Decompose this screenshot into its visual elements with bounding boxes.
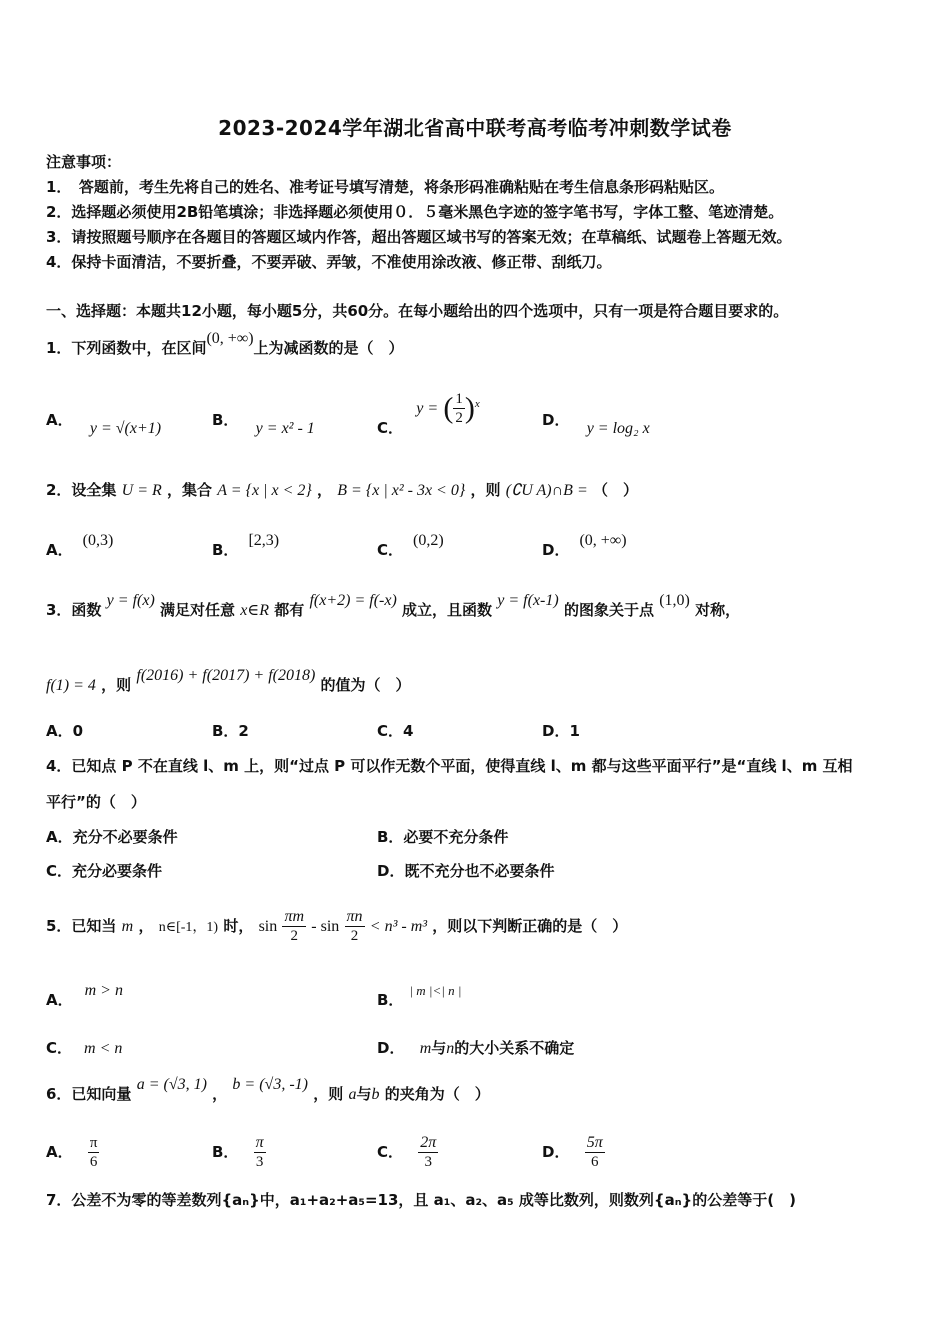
q5-option-a[interactable]: A．m > n [46, 982, 123, 1009]
q6-option-b[interactable]: B． $\frac{\pi}{3}$ [212, 1134, 264, 1170]
q1-text-a: 1．下列函数中，在区间 [46, 339, 207, 357]
q1-text-b: 上为减函数的是（ ） [253, 339, 404, 357]
question-3: 3．函数 y = f(x) 满足对任意 x∈R 都有 f(x+2) = f(-x) 成立，且函数 y = f(x-1) 的图象关于点 (1,0) 对称， [46, 592, 741, 619]
q4-option-d[interactable]: D．既不充分也不必要条件 [377, 862, 555, 880]
notice-heading: 注意事项： [46, 153, 122, 171]
q3-option-c[interactable]: C．4 [377, 722, 414, 740]
question-6: 6．已知向量 a = (√3, 1) ， b = (√3, -1) ，则 a与b 的夹角为（ ） [46, 1076, 490, 1103]
q6-option-d[interactable]: D． $\frac{5\pi}{6}$ [542, 1134, 603, 1170]
q3-option-a[interactable]: A．0 [46, 722, 84, 740]
q1-interval: (0, +∞) [206, 330, 254, 347]
q2-option-c[interactable]: C．(0,2) [377, 532, 444, 559]
q1-option-a[interactable]: A． y = √(x+1) [46, 411, 162, 437]
question-1 [46, 330, 404, 359]
q1-option-d[interactable]: D． y = log₂ x [542, 411, 650, 437]
q5-option-c[interactable]: C． m < n [46, 1039, 123, 1057]
q2-option-d[interactable]: D．(0, +∞) [542, 532, 627, 559]
question-4-line-2: 平行”的（ ） [46, 793, 146, 811]
q4-option-b[interactable]: B．必要不充分条件 [377, 828, 509, 846]
q2-option-b[interactable]: B．[2,3) [212, 532, 280, 559]
q1-option-d-expr: y = log₂ x [586, 420, 650, 437]
q6-option-c[interactable]: C． $\frac{2\pi}{3}$ [377, 1134, 437, 1170]
q5-fraction-2: $\frac{\pi n}{2}$ [346, 908, 363, 944]
q2-set-b: B = {x | x² - 3x < 0} [337, 482, 466, 499]
question-7: 7．公差不为零的等差数列{aₙ}中，a₁+a₂+a₅=13，且 a₁、a₂、a₅ 成等比数列，则数列{aₙ}的公差等于( ) [46, 1191, 796, 1209]
q6-option-a[interactable]: A． $\frac{\pi}{6}$ [46, 1135, 98, 1170]
q5-option-d[interactable]: D． m与n的大小关系不确定 [377, 1039, 575, 1057]
notice-item-1: 1． 答题前，考生先将自己的姓名、准考证号填写清楚，将条形码准确粘贴在考生信息条形码粘贴区。 [46, 178, 724, 196]
q3-option-d[interactable]: D．1 [542, 722, 580, 740]
q2-set-a: A = {x | x < 2} [217, 482, 312, 499]
q3-option-b[interactable]: B．2 [212, 722, 249, 740]
notice-item-4: 4．保持卡面清洁，不要折叠，不要弄破、弄皱，不准使用涂改液、修正带、刮纸刀。 [46, 253, 612, 271]
q4-option-c[interactable]: C．充分必要条件 [46, 862, 163, 880]
section-header: 一、选择题：本题共12小题，每小题5分，共60分。在每小题给出的四个选项中，只有一项是符合题目要求的。 [46, 302, 789, 320]
q4-option-a[interactable]: A．充分不必要条件 [46, 828, 178, 846]
question-2: 2．设全集 U = R ，集合 A = {x | x < 2} ， B = {x | x² - 3x < 0} ，则 (∁U A)∩B = （ ） [46, 481, 638, 499]
exam-title: 2023-2024学年湖北省高中联考高考临考冲刺数学试卷 [218, 116, 732, 140]
q5-fraction-1: $\frac{\pi m}{2}$ [284, 908, 305, 944]
q1-option-b-expr: y = x² - 1 [255, 420, 315, 437]
q1-option-b[interactable]: B． y = x² - 1 [212, 411, 315, 437]
q2-expression: (∁U A)∩B = [505, 482, 588, 499]
q1-option-c-fraction: $\frac{1}{2}$ [455, 391, 463, 426]
q1-option-a-expr: y = √(x+1) [89, 420, 162, 437]
notice-item-3: 3．请按照题号顺序在各题目的答题区域内作答，超出答题区域书写的答案无效；在草稿纸、试题卷上答题无效。 [46, 228, 792, 246]
question-3-line-2: f(1) = 4 ，则 f(2016) + f(2017) + f(2018) 的值为（ ） [46, 667, 411, 694]
question-5: 5．已知当 m ， n∈[-1，1) 时， sin $\frac{\pi m}{2}$ - sin $\frac{\pi n}{2}$ < n³ - m³ ，则以下判断正确的是（ ） [46, 908, 628, 944]
notice-item-2: 2．选择题必须使用2B铅笔填涂；非选择题必须使用０．５毫米黑色字迹的签字笔书写，字体工整、笔迹清楚。 [46, 203, 784, 221]
q5-option-b[interactable]: B．| m |<| n | [377, 983, 462, 1009]
q2-universal-set: U = R [121, 482, 162, 499]
question-4-line-1: 4．已知点 P 不在直线 l、m 上，则“过点 P 可以作无数个平面，使得直线 l、m 都与这些平面平行”是“直线 l、m 互相 [46, 757, 853, 775]
q1-option-c[interactable]: C． y = ( $\frac{1}{2}$ )$^x$ [377, 391, 480, 437]
q2-option-a[interactable]: A．(0,3) [46, 532, 114, 559]
